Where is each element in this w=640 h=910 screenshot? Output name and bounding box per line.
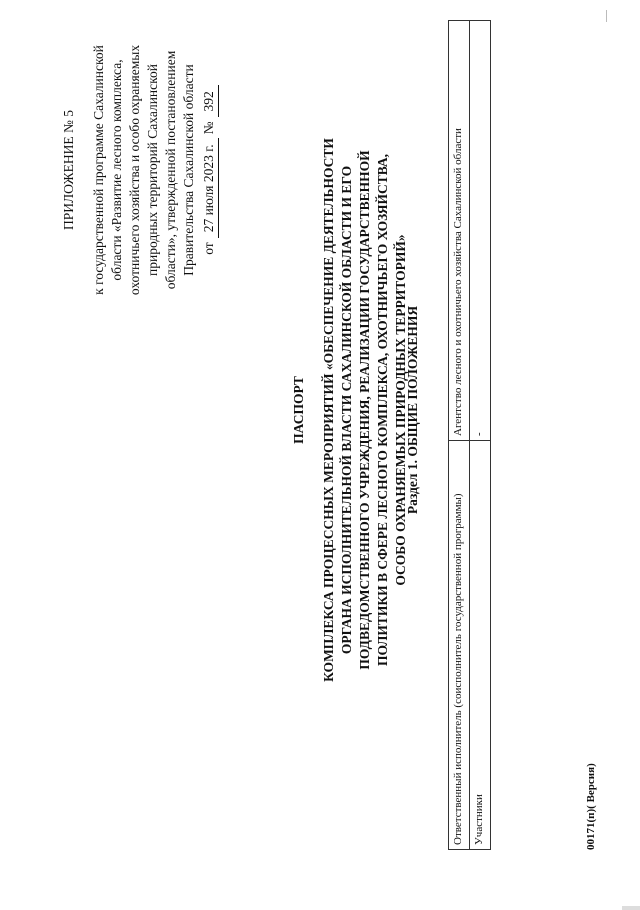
appendix-line: к государственной программе Сахалинской: [91, 45, 106, 295]
appendix-line: охотничьего хозяйства и особо охраняемых: [127, 44, 142, 296]
table-cell-label: Участники: [470, 441, 491, 850]
scan-artifact: [622, 906, 640, 910]
appendix-signature-line: [200, 30, 219, 310]
appendix-line: области», утвержденной постановлением: [163, 50, 178, 290]
passport-heading: [290, 60, 410, 760]
passport-title: ПАСПОРТ: [291, 376, 306, 444]
passport-line: ОСОБО ОХРАНЯЕМЫХ ПРИРОДНЫХ ТЕРРИТОРИЙ»: [393, 234, 408, 586]
table-cell-label: Ответственный исполнитель (соисполнитель государственной программы): [449, 441, 470, 850]
scan-artifact: [606, 10, 607, 22]
approval-date: 27 июля 2023 г.: [200, 138, 219, 238]
passport-line: ПОДВЕДОМСТВЕННОГО УЧРЕЖДЕНИЯ, РЕАЛИЗАЦИИ ГОСУДАРСТВЕННОЙ: [357, 150, 372, 670]
passport-line: КОМПЛЕКСА ПРОЦЕССНЫХ МЕРОПРИЯТИЙ «ОБЕСПЕЧЕНИЕ ДЕЯТЕЛЬНОСТИ: [321, 138, 336, 682]
section-title: Раздел 1. ОБЩИЕ ПОЛОЖЕНИЯ: [405, 305, 420, 515]
table-cell-value: Агентство лесного и охотничьего хозяйства Сахалинской области: [449, 21, 470, 441]
appendix-line: Правительства Сахалинской области: [181, 64, 196, 276]
table-row: [470, 21, 491, 850]
approval-number: 392: [200, 85, 219, 117]
from-label: от: [201, 242, 216, 255]
passport-line: ПОЛИТИКИ В СФЕРЕ ЛЕСНОГО КОМПЛЕКСА, ОХОТНИЧЬЕГО ХОЗЯЙСТВА,: [375, 153, 390, 667]
appendix-line: природных территорий Сахалинской: [145, 64, 160, 276]
document-code: 00171(п)( Версия): [585, 763, 597, 850]
appendix-block: [60, 30, 219, 310]
appendix-title: ПРИЛОЖЕНИЕ № 5: [61, 109, 76, 231]
number-label: №: [201, 121, 216, 135]
table-cell-value: -: [470, 21, 491, 441]
table-row: [449, 21, 470, 850]
appendix-line: области «Развитие лесного комплекса,: [109, 59, 124, 281]
passport-line: ОРГАНА ИСПОЛНИТЕЛЬНОЙ ВЛАСТИ САХАЛИНСКОЙ ОБЛАСТИ И ЕГО: [339, 165, 354, 655]
general-provisions-table: [448, 20, 491, 850]
